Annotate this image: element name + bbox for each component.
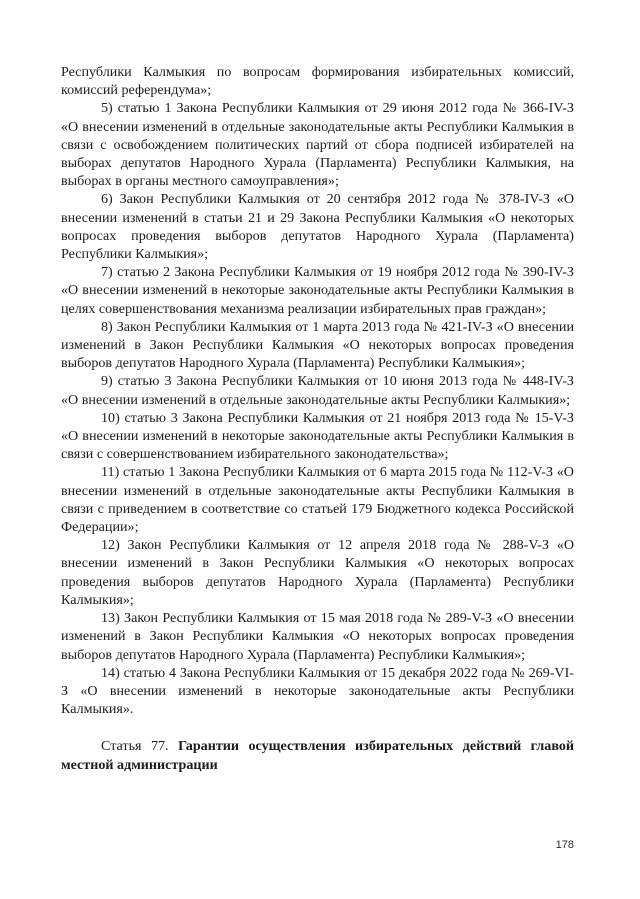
list-item-9: 9) статью 3 Закона Республики Калмыкия от 10 июня 2013 года № 448-IV-З «О внесении изменений в отдельные законодательные акты Республики Калмыкия»; (61, 373, 574, 408)
document-body (61, 63, 574, 774)
list-item-6: 6) Закон Республики Калмыкия от 20 сентября 2012 года № 378-IV-З «О внесении изменений в статьи 21 и 29 Закона Республики Калмыкия «О некоторых вопросах проведения выборов депутатов Народного Хурала (Парламента) Республики Калмыкия»; (61, 191, 574, 263)
list-item-14: 14) статью 4 Закона Республики Калмыкия от 15 декабря 2022 года № 269-VI-З «О внесении изменений в некоторые законодательные акты Республики Калмыкия». (61, 664, 574, 718)
paragraph-continuation: Республики Калмыкия по вопросам формирования избирательных комиссий, комиссий референдума»; (61, 64, 574, 99)
list-item-10: 10) статью 3 Закона Республики Калмыкия от 21 ноября 2013 года № 15-V-З «О внесении изменений в некоторые законодательные акты Республики Калмыкия в связи с совершенствованием избирательного законодательства»; (61, 409, 574, 463)
list-item-12: 12) Закон Республики Калмыкия от 12 апреля 2018 года № 288-V-З «О внесении изменений в Закон Республики Калмыкия «О некоторых вопросах проведения выборов депутатов Народного Хурала (Парламента) Республики Калмыкия»; (61, 537, 574, 608)
list-item-5: 5) статью 1 Закона Республики Калмыкия от 29 июня 2012 года № 366-IV-З «О внесении изменений в отдельные законодательные акты Республики Калмыкия в связи с освобождением политических партий от сбора подписей избирателей на выборах депутатов Народного Хурала (Парламента) Республики Калмыкия, на выборах в органы местного самоуправления»; (61, 100, 574, 190)
list-item-13: 13) Закон Республики Калмыкия от 15 мая 2018 года № 289-V-З «О внесении изменений в Закон Республики Калмыкия «О некоторых вопросах проведения выборов депутатов Народного Хурала (Парламента) Республики Калмыкия»; (61, 610, 574, 663)
article-heading (61, 737, 574, 773)
page-number: 178 (555, 839, 574, 851)
list-item-7: 7) статью 2 Закона Республики Калмыкия от 19 ноября 2012 года № 390-IV-З «О внесении изменений в некоторые законодательные акты Республики Калмыкия в целях совершенствования механизма реализации избирательных прав граждан»; (61, 264, 574, 317)
list-item-8: 8) Закон Республики Калмыкия от 1 марта 2013 года № 421-IV-З «О внесении изменений в Закон Республики Калмыкия «О некоторых вопросах проведения выборов депутатов Народного Хурала (Парламента) Республики Калмыкия»; (61, 318, 574, 372)
list-item-11: 11) статью 1 Закона Республики Калмыкия от 6 марта 2015 года № 112-V-З «О внесении изменений в отдельные законодательные акты Республики Калмыкия в связи с приведением в соответствие со статьей 179 Бюджетного кодекса Российской Федерации»; (61, 464, 574, 536)
article-label: Статья 77. (101, 738, 169, 755)
article-title: Гарантии осуществления избирательных действий главой местной администрации (61, 738, 574, 773)
